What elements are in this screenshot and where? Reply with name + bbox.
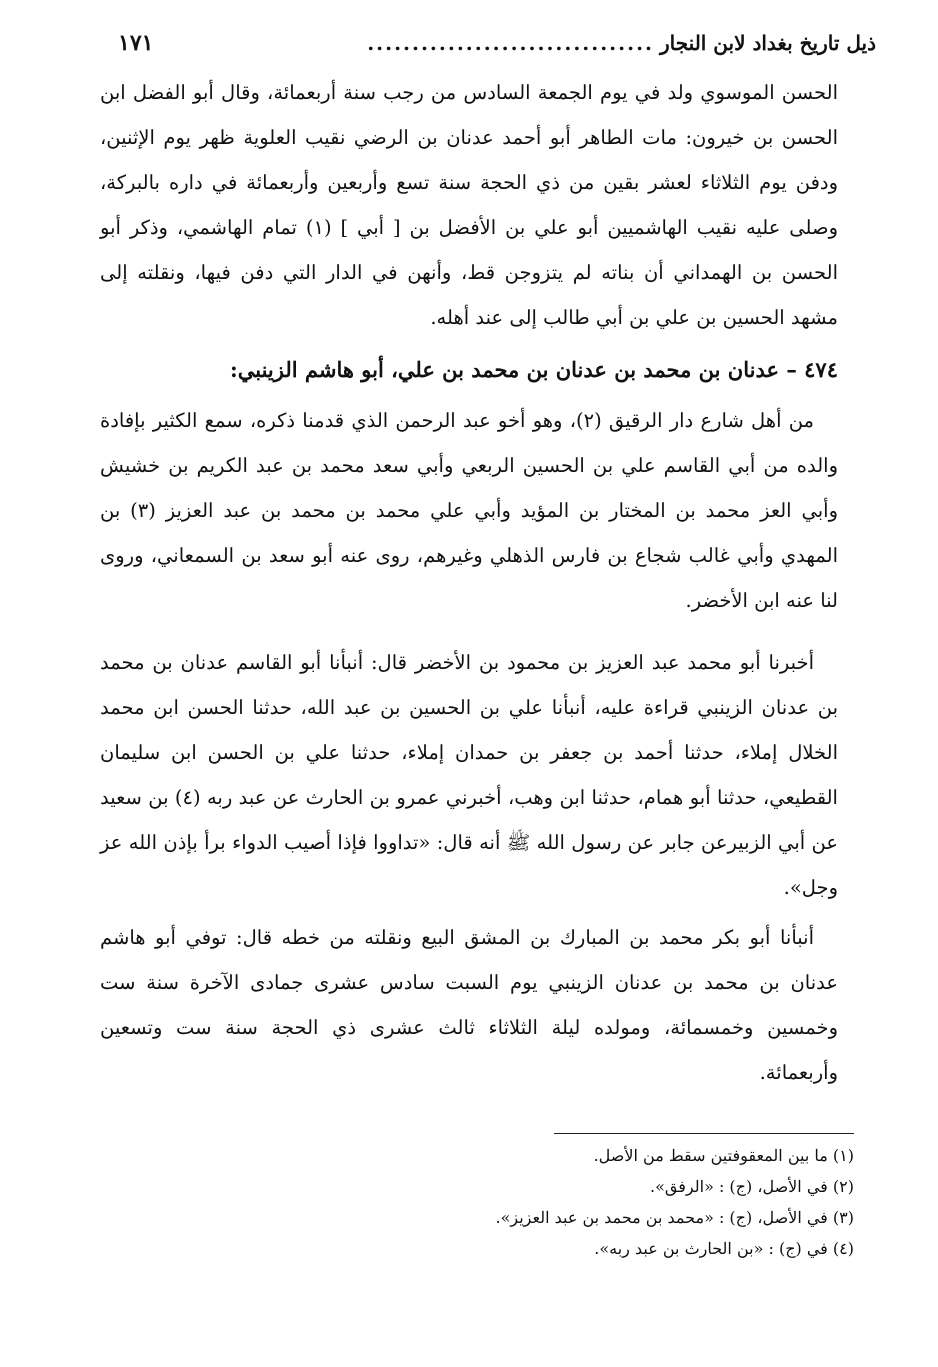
footnote-4: (٤) في (ج) : «بن الحارث بن عبد ربه». [594, 1239, 854, 1258]
running-title: ذيل تاريخ بغداد لابن النجار [660, 31, 876, 55]
footnote-3: (٣) في الأصل، (ج) : «محمد بن محمد بن عبد العزيز». [495, 1208, 854, 1227]
entry-heading: ٤٧٤ – عدنان بن محمد بن عدنان بن محمد بن علي، أبو هاشم الزينبي: [229, 357, 838, 382]
footnote-1: (١) ما بين المعقوفتين سقط من الأصل. [593, 1146, 854, 1165]
leader-dots: ................................ [367, 31, 654, 55]
paragraph-continuation: الحسن الموسوي ولد في يوم الجمعة السادس من رجب سنة أربعمائة، وقال أبو الفضل ابن الحسن بن خيرون: مات الطاهر أبو أحمد عدنان بن الرضي نقيب العلوية ظهر يوم الإثنين، ودفن يوم الثلاثاء لعشر بقين من ذي الحجة سنة تسع وأربعين وأربعمائة في داره بالبركة، وصلى عليه نقيب الهاشميين أبو علي بن الأفضل بن [ أبي ] (١) تمام الهاشمي، وذكر أبو الحسن بن الهمداني أن بناته لم يتزوجن قط، وأنهن في الدار التي دفن فيها، ونقلته إلى مشهد الحسين بن علي بن أبي طالب إلى عند أهله. [100, 81, 838, 329]
paragraph-death-date: أنبأنا أبو بكر محمد بن المبارك بن المشق البيع ونقلته من خطه قال: توفي أبو هاشم عدنان بن محمد بن عدنان الزينبي يوم السبت سادس عشرى جمادى الآخرة سنة ست وخمسين وخمسمائة، ومولده ليلة الثلاثاء ثالث عشرى ذي الحجة سنة ست وتسعين وأربعمائة. [100, 926, 838, 1084]
paragraph-hadith: أخبرنا أبو محمد عبد العزيز بن محمود بن الأخضر قال: أنبأنا أبو القاسم عدنان بن محمد بن عدنان الزينبي قراءة عليه، أنبأنا علي بن الحسين بن عبد الله، حدثنا الحسن ابن محمد الخلال إملاء، حدثنا أحمد بن جعفر بن حمدان إملاء، حدثنا علي بن الحسن ابن سليمان القطيعي، حدثنا أبو همام، حدثنا ابن وهب، أخبرني عمرو بن الحارث عن عبد ربه (٤) بن سعيد عن أبي الزبيرعن جابر عن رسول الله ﷺ أنه قال: «تداووا فإذا أصيب الدواء برأ بإذن الله عز وجل». [100, 651, 838, 899]
footnotes [154, 1140, 854, 1264]
footnote-divider [554, 1133, 854, 1134]
paragraph-biography: من أهل شارع دار الرقيق (٢)، وهو أخو عبد الرحمن الذي قدمنا ذكره، سمع الكثير بإفادة والده من أبي القاسم علي بن الحسين الربعي وأبي سعد محمد بن عبد الكريم بن خشيش وأبي العز محمد بن المختار بن المؤيد وأبي علي محمد بن محمد بن عبد العزيز (٣) بن المهدي وأبي غالب شجاع بن فارس الذهلي وغيرهم، روى عنه أبو سعد بن السمعاني، وروى لنا عنه ابن الأخضر. [100, 409, 838, 612]
footnote-2: (٢) في الأصل، (ج) : «الرفق». [650, 1177, 854, 1196]
running-header [118, 30, 876, 64]
page-number: ١٧١ [118, 30, 154, 56]
